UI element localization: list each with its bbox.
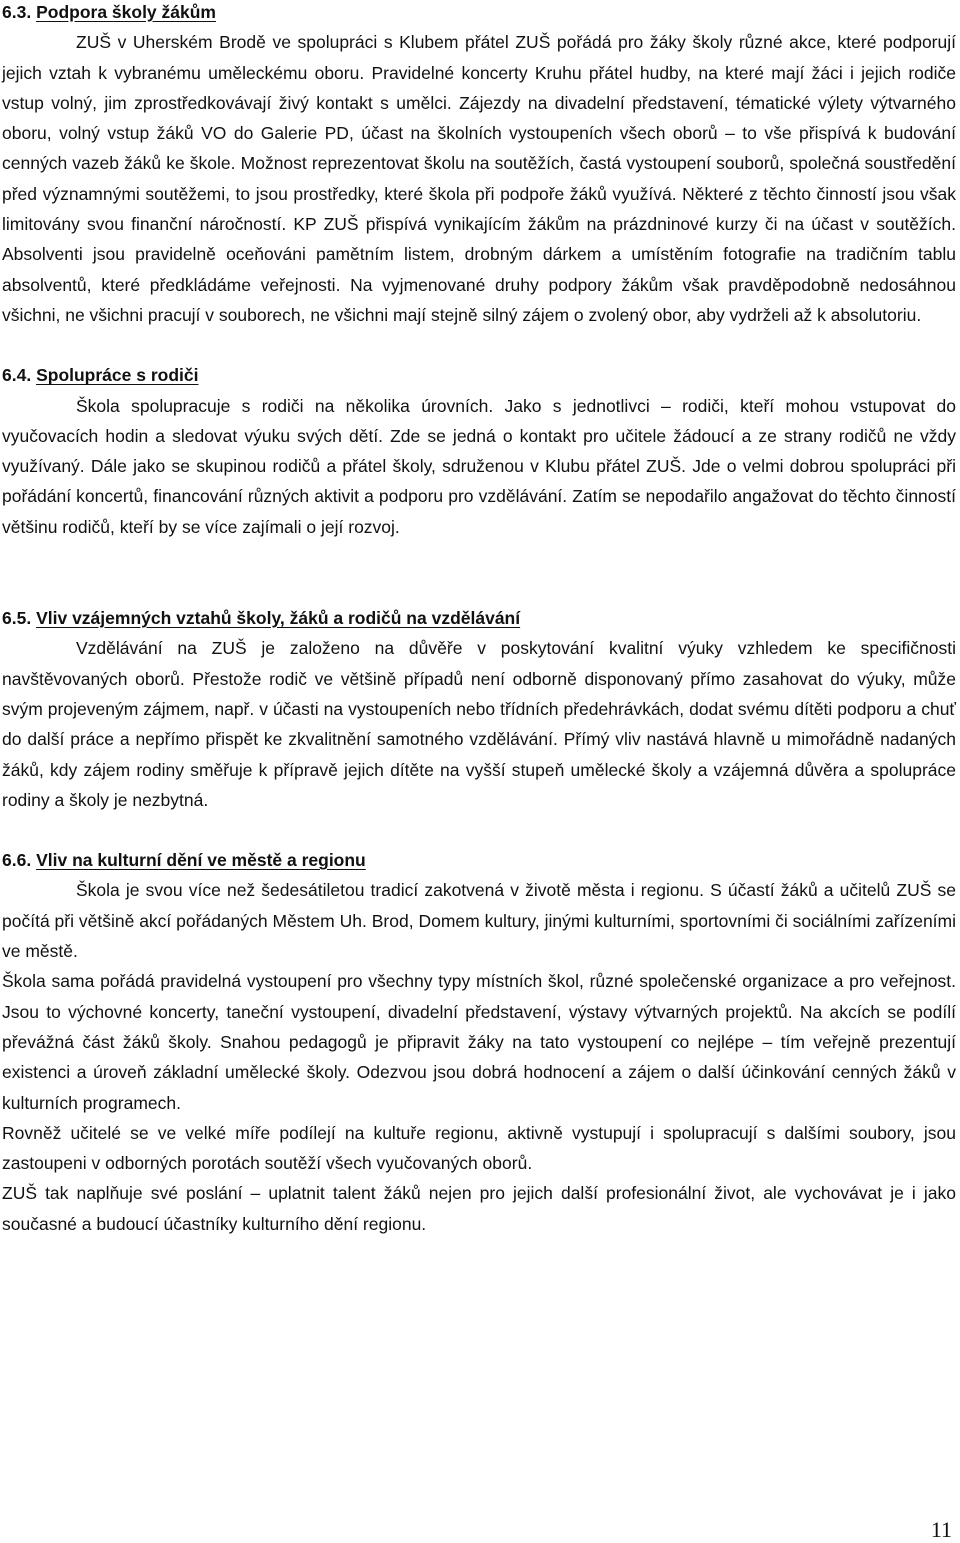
paragraph: Škola sama pořádá pravidelná vystoupení pro všechny typy místních škol, různé společenské organizace a pro veřejnost. Jsou to výchovné koncerty, taneční vystoupení, divadelní představení, výstavy výtvarných projektů. Na akcích se podílí převážná část žáků školy. Snahou pedagogů je připravit žáky na tato vystoupení co nejlépe – tím veřejně prezentují existenci a úroveň základní umělecké školy. Odezvou jsou dobrá hodnocení a zájem o další účinkování cenných žáků v kulturních programech. [2, 971, 956, 1113]
section-heading [2, 603, 956, 633]
section-6-3 [2, 0, 956, 330]
paragraph: Škola spolupracuje s rodiči na několika úrovních. Jako s jednotlivci – rodiči, kteří mohou vstupovat do vyučovacích hodin a sledovat výuku svých dětí. Zde se jedná o kontakt pro učitele žádoucí a ze strany rodičů ne vždy využívaný. Dále jako se skupinou rodičů a přátel školy, sdruženou v Klubu přátel ZUŠ. Jde o velmi dobrou spolupráci při pořádání koncertů, financování různých aktivit a podporu pro vzdělávání. Zatím se nepodařilo angažovat do těchto činností většinu rodičů, kteří by se více zajímali o její rozvoj. [2, 395, 956, 537]
section-title: Spolupráce s rodiči [36, 365, 199, 386]
section-number: 6.6. [2, 850, 32, 871]
section-title: Vliv vzájemných vztahů školy, žáků a rodičů na vzdělávání [36, 608, 521, 629]
section-number: 6.4. [2, 365, 32, 386]
section-6-5 [2, 603, 956, 815]
paragraph: Vzdělávání na ZUŠ je založeno na důvěře v poskytování kvalitní výuky vzhledem ke specifičnosti navštěvovaných oborů. Přestože rodič ve většině případů není odborně disponovaný přímo zasahovat do výuky, může svým projeveným zájmem, např. v účasti na vystoupeních nebo třídních předehrávkách, dodat svému dítěti podporu a chuť do další práce a nepřímo přispět ke zkvalitnění samotného vzdělávání. Přímý vliv nastává hlavně u mimořádně nadaných žáků, kdy zájem rodiny směřuje k přípravě jejich dítěte na vyšší stupeň umělecké školy a vzájemná důvěra a spolupráce rodiny a školy je nezbytná. [2, 638, 956, 810]
section-6-6 [2, 845, 956, 1239]
paragraph: ZUŠ tak naplňuje své poslání – uplatnit talent žáků nejen pro jejich další profesionální život, ale vychovávat je i jako současné a budoucí účastníky kulturního dění regionu. [2, 1183, 956, 1234]
section-number: 6.3. [2, 2, 32, 22]
section-heading [2, 0, 956, 27]
paragraph: ZUŠ v Uherském Brodě ve spolupráci s Klubem přátel ZUŠ pořádá pro žáky školy různé akce, které podporují jejich vztah k vybranému uměleckému oboru. Pravidelné koncerty Kruhu přátel hudby, na které mají žáci i jejich rodiče vstup volný, jim zprostředkovávají živý kontakt s umělci. Zájezdy na divadelní představení, tématické výlety výtvarného oboru, volný vstup žáků VO do Galerie PD, účast na školních vystoupeních všech oborů – to vše přispívá k budování cenných vazeb žáků ke škole. Možnost reprezentovat školu na soutěžích, častá vystoupení souborů, společná soustředění před významnými soutěžemi, to jsou prostředky, které škola při podpoře žáků využívá. Některé z těchto činností jsou však limitovány svou finanční náročností. KP ZUŠ přispívá vynikajícím žákům na prázdninové kurzy či na účast v soutěžích. Absolventi jsou pravidelně oceňováni pamětním listem, drobným dárkem a umístěním fotografie na tradičním tablu absolventů, které předkládáme veřejnosti. Na vyjmenované druhy podpory žákům však pravděpodobně nedosáhnou všichni, ne všichni pracují v souborech, ne všichni mají stejně silný zájem o zvolený obor, aby vydrželi až k absolutoriu. [2, 32, 956, 325]
paragraph: Rovněž učitelé se ve velké míře podílejí na kultuře regionu, aktivně vystupují i spolupracují s dalšími soubory, jsou zastoupeni v odborných porotách soutěží všech vyučovaných oborů. [2, 1122, 956, 1174]
section-heading [2, 360, 956, 390]
section-6-4 [2, 360, 956, 542]
section-title: Vliv na kulturní dění ve městě a regionu [36, 850, 366, 871]
paragraph: Škola je svou více než šedesátiletou tradicí zakotvená v životě města i regionu. S účastí žáků a učitelů ZUŠ se počítá při většině akcí pořádaných Městem Uh. Brod, Domem kultury, jinými kulturními, sportovními či sociálními zařízeními ve městě. [2, 880, 956, 962]
section-title: Podpora školy žákům [36, 2, 216, 22]
section-heading [2, 845, 956, 875]
page-number: 11 [930, 1517, 952, 1542]
section-number: 6.5. [2, 608, 32, 629]
